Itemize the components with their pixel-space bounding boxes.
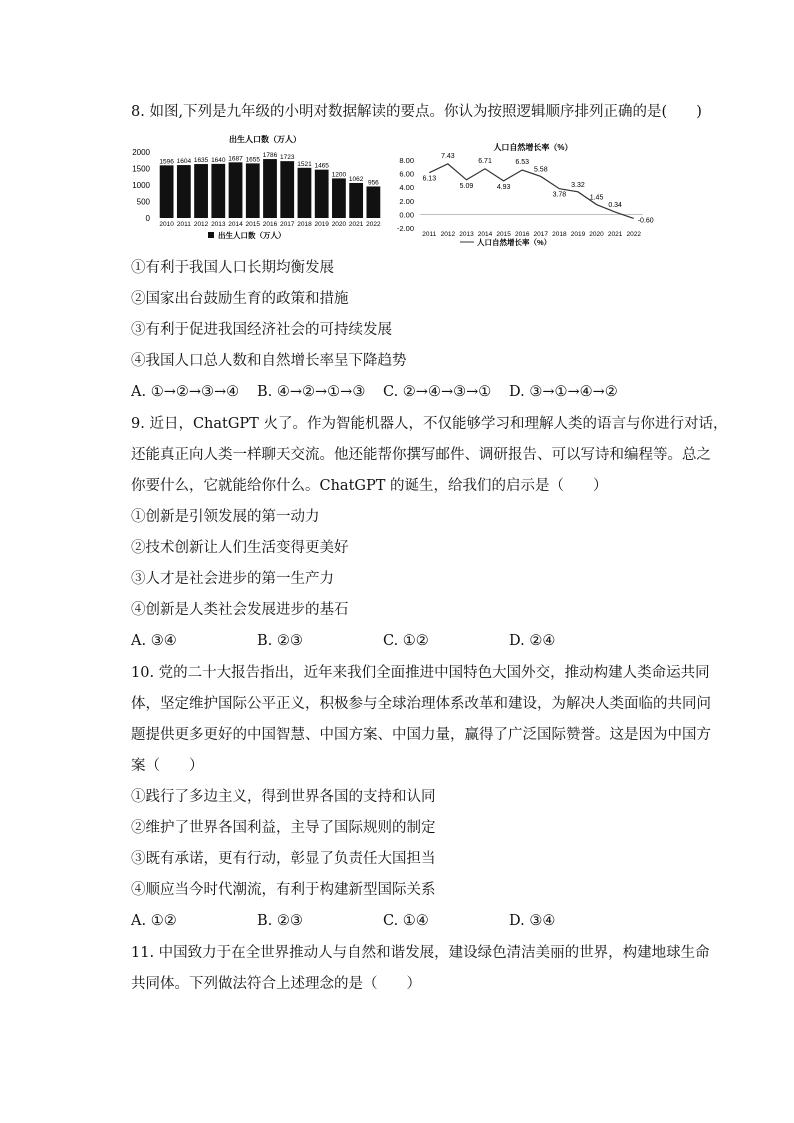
bar [263,159,277,218]
line-y-tick-label: 2.00 [399,196,414,206]
q9-item-1: ①创新是引领发展的第一动力 [131,509,320,525]
q10-option-c[interactable]: C. ①④ [383,913,429,929]
line-x-tick-label: 2019 [570,231,586,238]
bar-x-tick-label: 2011 [176,221,191,228]
bar-chart-title: 出生人口数（万人） [229,135,301,144]
line-data-label: 3.32 [571,181,585,189]
bar-data-label: 1596 [159,158,174,166]
q10-option-d[interactable]: D. ③④ [509,913,556,929]
line-data-label: 6.53 [515,158,530,166]
bar-data-label: 1062 [348,175,364,183]
line-x-tick-label: 2015 [496,231,511,238]
bar-y-tick-label: 500 [136,197,150,207]
q10-item-4: ④顺应当今时代潮流，有利于构建新型国际关系 [131,882,436,898]
birth-bar-chart [130,130,385,250]
bar [332,178,346,218]
q10-line-2: 体，坚定维护国际公平正义，积极参与全球治理体系改革和建设，为解决人类面临的共同问 [131,696,711,712]
bar-x-tick-label: 2022 [366,221,381,228]
line-x-tick-label: 2021 [607,231,623,238]
bar-x-tick-label: 2010 [159,221,174,228]
line-x-tick-label: 2022 [626,231,641,238]
line-chart-title: 人口自然增长率（%） [493,143,573,152]
bar-x-tick-label: 2015 [245,221,261,228]
q8-item-2: ②国家出台鼓励生育的政策和措施 [131,291,349,307]
q8-stem: 8. 如图,下列是九年级的小明对数据解读的要点。你认为按照逻辑顺序排列正确的是( ) [131,104,702,120]
line-x-tick-label: 2020 [589,231,604,238]
bar-x-tick-label: 2018 [297,221,312,228]
line-data-label: 5.58 [533,166,548,174]
bar-x-tick-label: 2021 [348,221,364,228]
bar [194,164,208,218]
q10-line-1: 10. 党的二十大报告指出，近年来我们全面推进中国特色大国外交，推动构建人类命运共同 [131,665,710,681]
q10-line-4: 案（ ） [131,758,204,774]
bar-x-tick-label: 2017 [279,221,295,228]
bar-data-label: 1786 [262,152,278,160]
bar-data-label: 1655 [245,156,261,164]
q8-item-1: ①有利于我国人口长期均衡发展 [131,260,334,276]
q9-option-b[interactable]: B. ②③ [257,633,303,649]
line-x-tick-label: 2012 [440,231,456,238]
bar [229,162,243,218]
line-series [429,164,633,219]
q9-option-d[interactable]: D. ②④ [509,633,556,649]
bar [177,165,191,218]
q10-item-3: ③既有承诺，更有行动，彰显了负责任大国担当 [131,851,436,867]
q9-line-2: 还能真正向人类一样聊天交流。他还能帮你撰写邮件、调研报告、可以写诗和编程等。总之 [131,447,711,463]
bar-x-tick-label: 2019 [314,221,329,228]
q9-item-3: ③人才是社会进步的第一生产力 [131,571,334,587]
line-data-label: 6.13 [422,175,437,183]
line-x-tick-label: 2011 [422,231,437,238]
q9-line-1: 9. 近日，ChatGPT 火了。作为智能机器人，不仅能够学习和理解人类的语言与你进行对话， [131,416,728,432]
line-y-tick-label: 6.00 [399,169,414,179]
bar-data-label: 1604 [176,158,192,166]
q9-option-c[interactable]: C. ①② [383,633,429,649]
q11-line-2: 共同体。下列做法符合上述理念的是（ ） [131,976,421,992]
q8-item-3: ③有利于促进我国经济社会的可持续发展 [131,322,392,338]
q9-option-a[interactable]: A. ③④ [131,633,177,649]
bar [211,164,225,218]
q8-option-c[interactable]: C. ②→④→③→① [383,384,492,400]
line-y-tick-label: 8.00 [399,156,414,165]
line-data-label: -0.60 [637,217,654,225]
line-data-label: 3.78 [552,191,567,199]
bar [366,186,380,218]
q9-line-3: 你要什么，它就能给你什么。ChatGPT 的诞生，给我们的启示是（ ） [131,478,608,494]
bar-x-tick-label: 2013 [211,221,226,228]
bar [280,161,294,218]
q9-item-4: ④创新是人类社会发展进步的基石 [131,602,349,618]
bar [315,170,329,218]
bar-data-label: 956 [367,179,379,187]
bar-data-label: 1640 [211,156,226,164]
line-x-tick-label: 2013 [459,231,474,238]
q10-line-3: 题提供更多更好的中国智慧、中国方案、中国力量，赢得了广泛国际赞誉。这是因为中国方 [131,727,711,743]
line-data-label: 0.34 [608,202,622,210]
bar-x-tick-label: 2016 [262,221,278,228]
q8-option-a[interactable]: A. ①→②→③→④ [131,384,240,400]
line-y-tick-label: 0.00 [399,210,414,220]
bar-legend-label: 出生人口数（万人） [218,231,286,240]
growth-line-chart [388,142,654,262]
line-data-label: 4.93 [496,183,511,191]
line-y-tick-label: -2.00 [396,224,414,233]
q8-item-4: ④我国人口总人数和自然增长率呈下降趋势 [131,353,407,369]
q11-line-1: 11. 中国致力于在全世界推动人与自然和谐发展，建设绿色清洁美丽的世界，构建地球生命 [131,945,710,961]
bar-data-label: 1200 [331,171,347,179]
bar-y-tick-label: 1500 [132,164,150,174]
bar [246,163,260,218]
q8-option-d[interactable]: D. ③→①→④→② [509,384,618,400]
line-x-tick-label: 2017 [533,231,549,238]
line-y-tick-label: 4.00 [399,183,414,193]
line-data-label: 7.43 [441,152,455,160]
q8-option-b[interactable]: B. ④→②→①→③ [257,384,366,400]
bar-data-label: 1687 [228,155,243,163]
line-data-label: 1.45 [589,194,604,202]
line-x-tick-label: 2018 [552,231,567,238]
q10-item-2: ②维护了世界各国利益，主导了国际规则的制定 [131,820,436,836]
bar [160,165,174,218]
bar-legend-swatch [208,232,214,238]
q10-item-1: ①践行了多边主义，得到世界各国的支持和认同 [131,789,436,805]
q9-item-2: ②技术创新让人们生活变得更美好 [131,540,349,556]
bar-data-label: 1521 [297,160,312,168]
bar [298,168,312,218]
bar-y-tick-label: 1000 [132,181,150,190]
bar-data-label: 1465 [314,162,329,170]
bar-data-label: 1635 [193,157,209,165]
bar-x-tick-label: 2012 [193,221,209,228]
bar-y-tick-label: 2000 [132,148,150,157]
line-x-tick-label: 2016 [514,231,530,238]
line-legend-label: 人口自然增长率（%） [477,238,552,247]
line-data-label: 6.71 [478,157,492,165]
q10-option-a[interactable]: A. ①② [131,913,177,929]
q10-option-b[interactable]: B. ②③ [257,913,303,929]
bar-x-tick-label: 2020 [331,221,347,228]
line-x-tick-label: 2014 [477,231,493,238]
bar-x-tick-label: 2014 [228,221,243,228]
q8-charts [130,130,654,250]
bar-y-tick-label: 0 [145,214,150,223]
bar [349,183,363,218]
line-data-label: 5.09 [459,182,474,190]
bar-data-label: 1723 [279,154,295,162]
